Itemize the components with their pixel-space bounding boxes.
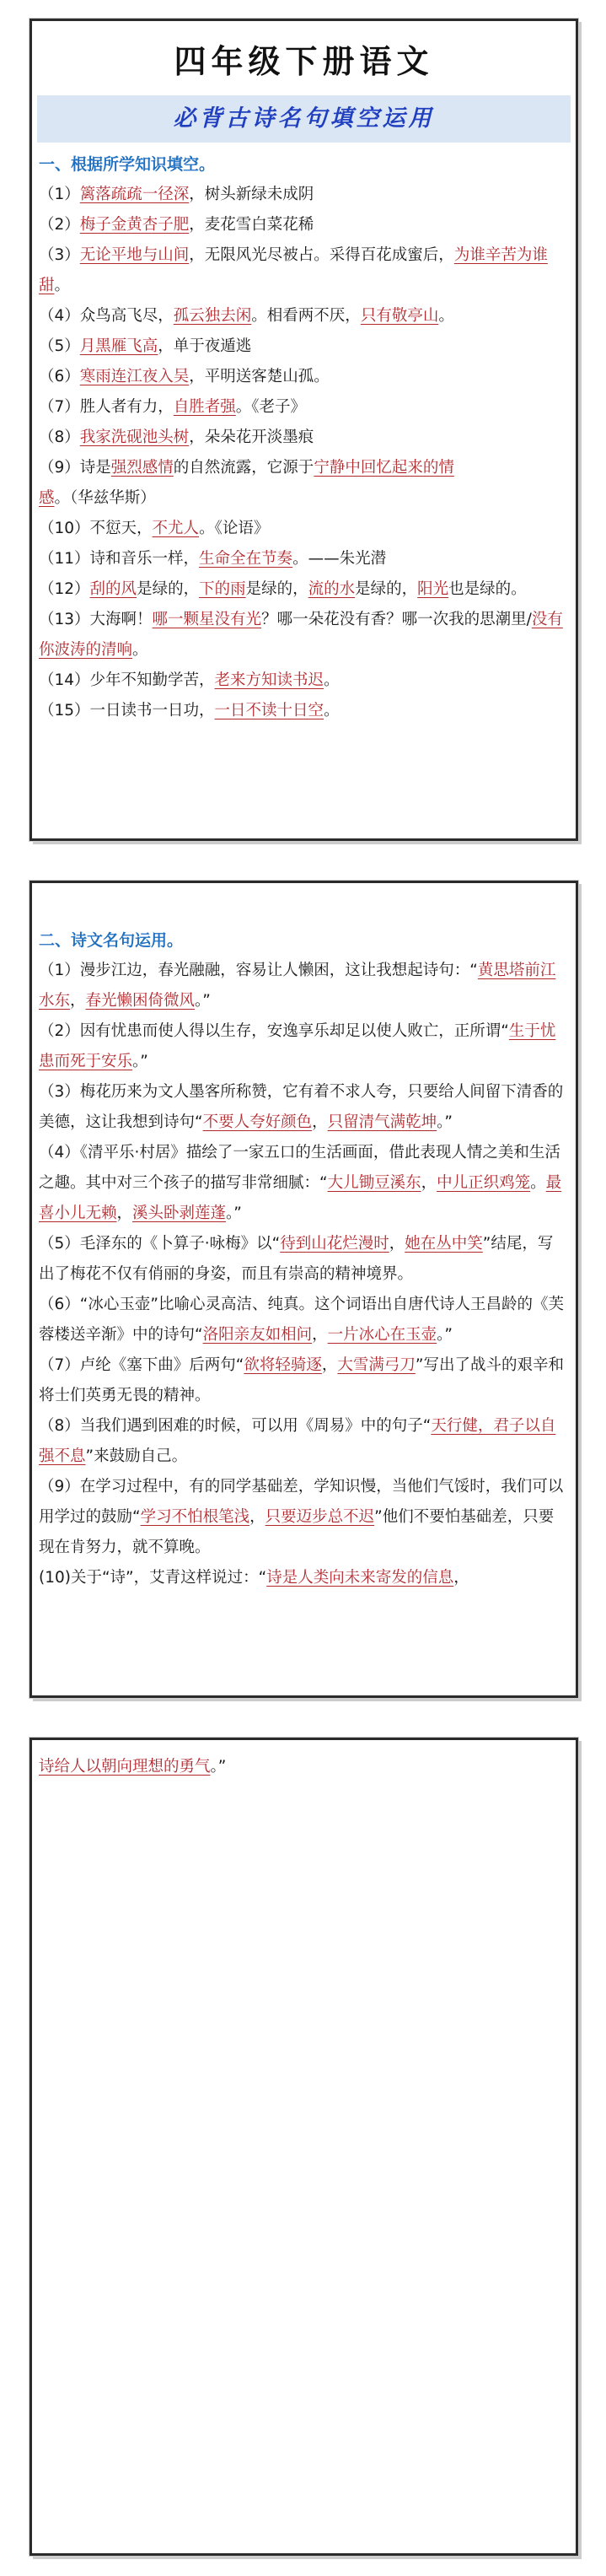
fill-in-item <box>39 362 566 392</box>
item-text: （7）卢纶《塞下曲》后两句“ <box>39 1356 244 1374</box>
item-text: （4）《清平乐·村居》描绘了一家五口的生活画面，借此表现人情之美和生活之趣。其中对三个孩子的描写非常细腻：“ <box>39 1144 560 1192</box>
item-text: 的自然流露，它源于 <box>173 459 314 477</box>
section-1-content <box>32 149 576 726</box>
answer-blank: 天行健，君子以自强不息 <box>39 1417 556 1465</box>
item-text: （5）毛泽东的《卜算子·咏梅》以“ <box>39 1235 281 1253</box>
page-subtitle: 必背古诗名句填空运用 <box>37 95 571 143</box>
item-text: 也是绿的。 <box>448 580 527 598</box>
answer-blank: 溪头卧剥莲蓬 <box>132 1204 227 1222</box>
item-text: （8）当我们遇到困难的时候，可以用《周易》中的句子“ <box>39 1417 432 1435</box>
answer-blank: 诗是人类向未来寄发的信息 <box>266 1569 454 1587</box>
item-text: 。 <box>438 307 454 325</box>
worksheet-page-2 <box>29 881 578 1698</box>
answer-blank: 刮的风 <box>89 580 137 598</box>
answer-blank: 寒雨连江夜入吴 <box>79 368 190 385</box>
answer-blank: 生于忧患而死于安乐 <box>39 1022 556 1070</box>
fill-in-item <box>39 180 566 210</box>
item-text: 。 <box>324 671 340 689</box>
item-text: 。相看两不厌， <box>251 307 361 325</box>
item-text: ，树头新绿未成阴 <box>189 186 314 203</box>
section-1-items <box>39 180 566 726</box>
answer-blank: 待到山花烂漫时 <box>280 1235 389 1253</box>
item-text: （3）梅花历来为文人墨客所称赞，它有着不求人夸，只要给人间留下清香的美德，这让我想到诗句“ <box>39 1083 564 1131</box>
item-text: ， <box>312 1113 328 1131</box>
item-text: （8） <box>39 428 80 446</box>
answer-blank: 宁静中回忆起来的情感 <box>39 459 454 507</box>
fill-in-item <box>39 1411 566 1472</box>
answer-blank: 只留清气满乾坤 <box>327 1113 437 1131</box>
item-text: （3） <box>39 246 80 264</box>
item-text: （13）大海啊！ <box>39 611 153 628</box>
item-text: ， <box>453 1569 469 1587</box>
answer-blank: 学习不怕根笔浅 <box>140 1508 250 1526</box>
item-text: （6） <box>39 368 80 385</box>
item-text: （5） <box>39 337 80 355</box>
item-text: ， <box>70 992 86 1010</box>
item-text: （9）诗是 <box>39 459 111 477</box>
item-text: ”来鼓励自己。 <box>85 1447 188 1465</box>
item-text: （6）“冰心玉壶”比喻心灵高洁、纯真。这个词语出自唐代诗人王昌龄的《芙蓉楼送辛渐》中的诗句“ <box>39 1296 564 1344</box>
section-2-items <box>39 956 566 1593</box>
item-text: （15）一日读书一日功， <box>39 702 215 719</box>
fill-in-item <box>39 1752 566 1782</box>
fill-in-item <box>39 453 566 514</box>
answer-blank: 哪一颗星没有光 <box>152 611 262 628</box>
fill-in-item <box>39 1563 566 1593</box>
answer-blank: 梅子金黄杏子肥 <box>79 216 190 234</box>
page-title: 四年级下册语文 <box>174 42 434 80</box>
fill-in-item <box>39 392 566 423</box>
answer-blank: 我家洗砚池头树 <box>79 428 190 446</box>
answer-blank: 阳光 <box>417 580 449 598</box>
item-text: （14）少年不知勤学苦， <box>39 671 215 689</box>
fill-in-item <box>39 956 566 1016</box>
answer-blank: 欲将轻骑逐 <box>244 1356 322 1374</box>
worksheet-page-3 <box>29 1738 578 2556</box>
fill-in-item <box>39 1290 566 1350</box>
item-text: 。” <box>132 1053 148 1070</box>
item-text: ，麦花雪白菜花稀 <box>189 216 314 234</box>
answer-blank: 诗给人以朝向理想的勇气 <box>39 1758 211 1776</box>
item-text: （1）漫步江边，春光融融，容易让人懒困，这让我想起诗句：“ <box>39 962 478 979</box>
item-text: ， <box>312 1326 328 1344</box>
answer-blank: 不要人夸好颜色 <box>202 1113 313 1131</box>
item-text: 。 <box>54 277 71 294</box>
section-1-heading: 一、根据所学知识填空。 <box>39 155 216 174</box>
item-text: 。——朱光潜 <box>292 550 387 568</box>
fill-in-item <box>39 1229 566 1290</box>
item-text: 。 <box>530 1174 546 1192</box>
item-text: （2） <box>39 216 80 234</box>
item-text: ”他们不要怕基础差，只要现在肯努力，就不算晚。 <box>39 1508 555 1556</box>
item-text: ，单于夜遁逃 <box>158 337 252 355</box>
item-text: （11）诗和音乐一样， <box>39 550 200 568</box>
item-text: 。 <box>132 641 148 659</box>
item-text: 。” <box>437 1326 453 1344</box>
item-text: (10)关于“诗”，艾青这样说过：“ <box>39 1569 267 1587</box>
worksheet-page-1 <box>29 19 578 841</box>
section-2-content <box>32 925 576 1593</box>
answer-blank: 老来方知读书迟 <box>214 671 324 689</box>
answer-blank: 最喜小儿无赖 <box>39 1174 562 1222</box>
fill-in-item <box>39 331 566 362</box>
answer-blank: 一片冰心在玉壶 <box>327 1326 437 1344</box>
answer-blank: 大雪满弓刀 <box>337 1356 416 1374</box>
item-text: 。（华兹华斯） <box>54 489 156 507</box>
item-text: 。” <box>437 1113 453 1131</box>
item-text: ， <box>321 1356 338 1374</box>
item-text: ， <box>116 1204 133 1222</box>
item-text: 。 <box>324 702 340 719</box>
answer-blank: 洛阳亲友如相问 <box>202 1326 313 1344</box>
answer-blank: 黄思塔前江水东 <box>39 962 556 1010</box>
answer-blank: 春光懒困倚微风 <box>85 992 196 1010</box>
item-text: （4）众鸟高飞尽， <box>39 307 174 325</box>
item-text: ， <box>389 1235 405 1253</box>
item-text: （7）胜人者有力， <box>39 398 174 416</box>
answer-blank: 没有你波涛的清响 <box>39 611 563 659</box>
item-text: 。《老子》 <box>235 398 307 416</box>
fill-in-item <box>39 240 566 301</box>
item-text: （9）在学习过程中，有的同学基础差，学知识慢，当他们气馁时，我们可以用学过的鼓励“ <box>39 1478 564 1526</box>
item-text: ”结尾，写出了梅花不仅有俏丽的身姿，而且有崇高的精神境界。 <box>39 1235 554 1283</box>
item-text: ”写出了战斗的艰辛和将士们英勇无畏的精神。 <box>39 1356 564 1404</box>
item-text: 是绿的， <box>245 580 308 598</box>
item-text: （12） <box>39 580 90 598</box>
item-text: 。” <box>195 992 211 1010</box>
section-2-continuation <box>32 1752 576 1782</box>
fill-in-item <box>39 574 566 605</box>
answer-blank: 孤云独去闲 <box>173 307 252 325</box>
section-2-heading: 二、诗文名句运用。 <box>39 931 184 950</box>
fill-in-item <box>39 1138 566 1229</box>
item-text: ，平明送客楚山孤。 <box>189 368 330 385</box>
fill-in-item <box>39 605 566 666</box>
answer-blank: 生命全在节奏 <box>199 550 293 568</box>
item-text: 。” <box>226 1204 242 1222</box>
item-text: （10）不愆天， <box>39 520 153 537</box>
item-text: ， <box>421 1174 437 1192</box>
item-text: ？哪一朵花没有香？哪一次我的思潮里/ <box>261 611 532 628</box>
fill-in-item <box>39 1016 566 1077</box>
answer-blank: 只要迈步总不迟 <box>265 1508 375 1526</box>
item-text: 是绿的， <box>355 580 418 598</box>
answer-blank: 一日不读十日空 <box>214 702 324 719</box>
answer-blank: 自胜者强 <box>173 398 236 416</box>
item-text: 是绿的， <box>137 580 200 598</box>
answer-blank: 她在丛中笑 <box>405 1235 483 1253</box>
fill-in-item <box>39 666 566 696</box>
continuation-items <box>39 1752 566 1782</box>
fill-in-item <box>39 1077 566 1138</box>
fill-in-item <box>39 514 566 544</box>
item-text: （2）因有忧患而使人得以生存，安逸享乐却足以使人败亡，正所谓“ <box>39 1022 509 1040</box>
fill-in-item <box>39 423 566 453</box>
item-text: 。” <box>210 1758 227 1776</box>
answer-blank: 中儿正织鸡笼 <box>437 1174 531 1192</box>
item-text: ， <box>249 1508 265 1526</box>
answer-blank: 篱落疏疏一径深 <box>79 186 190 203</box>
item-text: ，无限风光尽被占。采得百花成蜜后， <box>189 246 454 264</box>
answer-blank: 只有敬亭山 <box>360 307 439 325</box>
item-text: ，朵朵花开淡墨痕 <box>189 428 314 446</box>
answer-blank: 月黑雁飞高 <box>79 337 158 355</box>
item-text: （1） <box>39 186 80 203</box>
fill-in-item <box>39 696 566 726</box>
fill-in-item <box>39 210 566 240</box>
answer-blank: 不尤人 <box>152 520 200 537</box>
answer-blank: 强烈感情 <box>110 459 174 477</box>
answer-blank: 为谁辛苦为谁甜 <box>39 246 548 294</box>
fill-in-item <box>39 301 566 331</box>
answer-blank: 大儿锄豆溪东 <box>327 1174 421 1192</box>
fill-in-item <box>39 1472 566 1563</box>
answer-blank: 下的雨 <box>199 580 246 598</box>
answer-blank: 流的水 <box>308 580 356 598</box>
answer-blank: 无论平地与山间 <box>79 246 190 264</box>
fill-in-item <box>39 1350 566 1411</box>
item-text: 。《论语》 <box>199 520 270 537</box>
fill-in-item <box>39 544 566 574</box>
